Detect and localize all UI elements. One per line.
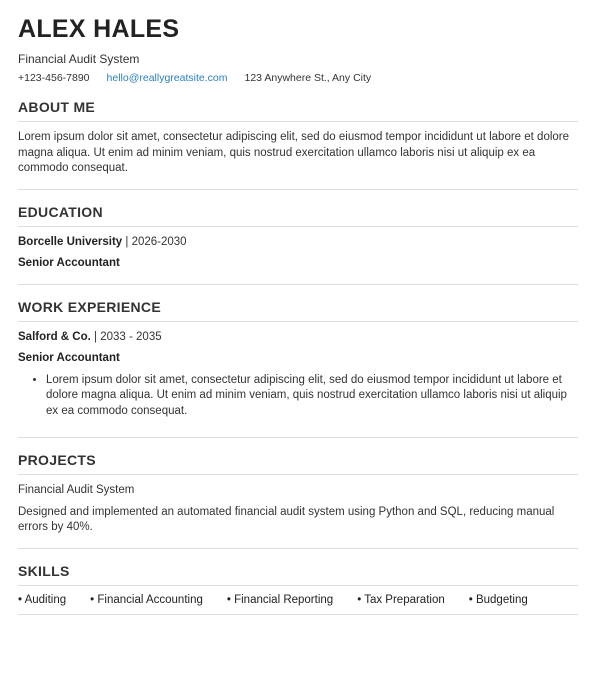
separator: |: [90, 330, 101, 343]
section-title-projects: PROJECTS: [18, 452, 578, 475]
education-years: 2026-2030: [131, 235, 187, 248]
education-line: [18, 235, 578, 251]
education-role: Senior Accountant: [18, 257, 120, 269]
work-bullet: • Lorem ipsum dolor sit amet, consectetur adipiscing elit, sed do eiusmod tempor incididunt ut labore et dolore magna aliqua. Ut enim ad minim veniam, quis nostrud exercitation ullamco laboris nisi ut aliquip ex ea commodo consequat.: [46, 373, 578, 420]
work-line: [18, 330, 578, 346]
skill-item: • Financial Accounting: [90, 593, 203, 606]
phone-number: +123-456-7890: [18, 72, 90, 84]
skills-section: [18, 563, 578, 615]
candidate-name: ALEX HALES: [18, 15, 180, 43]
project-description: Designed and implemented an automated financial audit system using Python and SQL, reducing manual errors by 40%.: [18, 505, 555, 533]
skill-item: • Tax Preparation: [357, 593, 445, 606]
skills-list: [18, 586, 578, 615]
section-title-about: ABOUT ME: [18, 99, 578, 122]
skill-item: • Financial Reporting: [226, 593, 334, 606]
about-body: [18, 122, 578, 190]
address: 123 Anywhere St., Any City: [244, 72, 372, 84]
school-name: Borcelle University: [18, 235, 123, 248]
work-role: Senior Accountant: [18, 352, 120, 364]
about-text: Lorem ipsum dolor sit amet, consectetur adipiscing elit, sed do eiusmod tempor incididunt ut labore et dolore magna aliqua. Ut enim ad minim veniam, quis nostrud exercitation ullamco laboris nisi ut aliquip ex ea commodo consequat.: [18, 131, 570, 174]
email-link[interactable]: hello@reallygreatsite.com: [106, 72, 228, 84]
work-bullets: [18, 373, 578, 420]
work-years: 2033 - 2035: [100, 330, 162, 343]
company-name: Salford & Co.: [18, 330, 91, 343]
project-name: Financial Audit System: [18, 484, 135, 496]
about-section: [18, 99, 578, 190]
work-body: [18, 322, 578, 439]
contact-line: [18, 72, 578, 84]
work-section: [18, 299, 578, 439]
skill-item: • Budgeting: [468, 593, 528, 606]
skill-item: • Auditing: [18, 593, 67, 606]
separator: |: [122, 235, 132, 248]
section-title-education: EDUCATION: [18, 204, 578, 227]
projects-section: [18, 452, 578, 549]
education-body: [18, 227, 578, 285]
projects-body: [18, 475, 578, 549]
section-title-skills: SKILLS: [18, 563, 578, 586]
section-title-work: WORK EXPERIENCE: [18, 299, 578, 322]
education-section: [18, 204, 578, 285]
resume-subtitle: Financial Audit System: [18, 52, 140, 66]
